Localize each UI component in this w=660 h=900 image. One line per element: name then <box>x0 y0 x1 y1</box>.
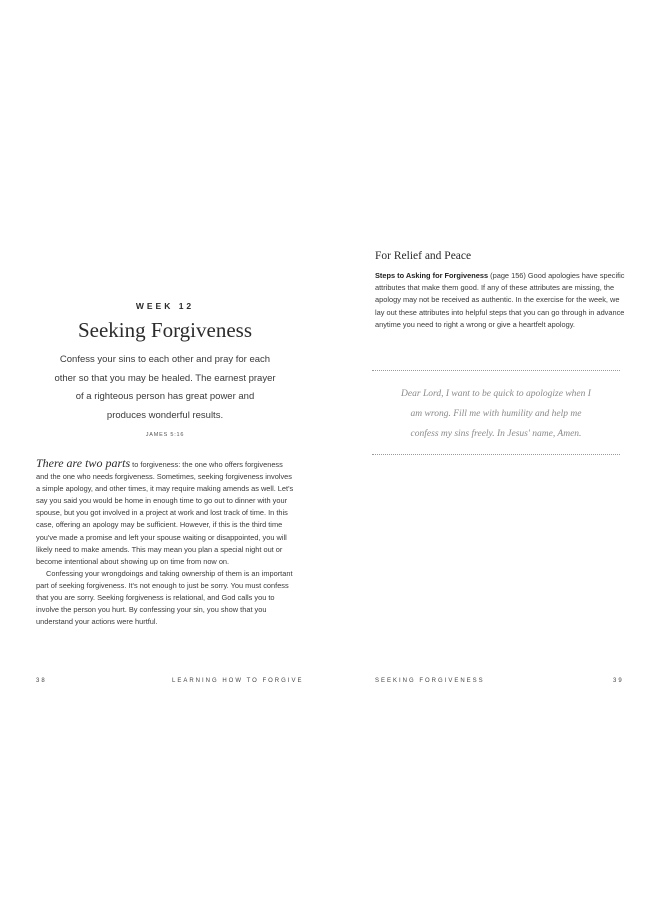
verse-line: Confess your sins to each other and pray for each <box>59 354 271 365</box>
section-title: For Relief and Peace <box>375 250 472 262</box>
body-lead: There are two parts <box>36 456 131 470</box>
steps-text: (page 156) Good apologies have specific attributes that make them good. If any of these attributes are missing, the apology may not be received as authentic. In the exercise for the week, we lay out these attributes into helpful steps that you can go through in advance anytime you need to right a wrong or give a heartfelt apology. <box>375 271 625 329</box>
divider <box>372 370 620 371</box>
verse-reference: JAMES 5:16 <box>145 432 185 438</box>
week-label: WEEK 12 <box>135 301 195 311</box>
page-number: 38 <box>36 678 47 684</box>
right-page <box>330 0 660 900</box>
prayer <box>372 384 620 444</box>
body-text <box>36 457 294 628</box>
scripture-verse <box>52 351 278 425</box>
steps-title: Steps to Asking for Forgiveness <box>375 271 489 280</box>
chapter-title: Seeking Forgiveness <box>77 318 253 342</box>
section-text <box>375 270 630 331</box>
prayer-line: confess my sins freely. In Jesus' name, Amen. <box>410 429 582 439</box>
verse-line: produces wonderful results. <box>106 409 224 421</box>
running-head: LEARNING HOW TO FORGIVE <box>172 678 304 684</box>
verse-line: of a righteous person has great power and <box>75 391 255 402</box>
prayer-line: am wrong. Fill me with humility and help me <box>410 409 582 419</box>
verse-line: other so that you may be healed. The earnest prayer <box>54 372 276 384</box>
prayer-line: Dear Lord, I want to be quick to apologize when I <box>401 389 591 399</box>
divider <box>372 454 620 455</box>
body-p1-text: to forgiveness: the one who offers forgiveness and the one who needs forgiveness. Sometimes, seeking forgiveness involves a simple apology, and other times, it may require making amends as well. Let's say you said you would be home in enough time to go out to dinner with your spouse, but you got involved in a project at work and lost track of time. In this case, offering an apology may be sufficient. However, if this is the third time you've made a promise and left your spouse waiting or disappointed, you will likely need to make amends. This may mean you plan a special night out or become intentional about showing up on time from now on. <box>36 460 294 566</box>
running-head: SEEKING FORGIVENESS <box>375 678 485 684</box>
body-paragraph <box>36 457 294 568</box>
body-paragraph: Confessing your wrongdoings and taking ownership of them is an important part of seeking forgiveness. It's not enough to just be sorry. You must confess that you are sorry. Seeking forgiveness is relational, and God calls you to involve the person you hurt. By confessing your sin, you show that you understand your actions were hurtful. <box>36 568 293 627</box>
page-number: 39 <box>613 678 624 684</box>
